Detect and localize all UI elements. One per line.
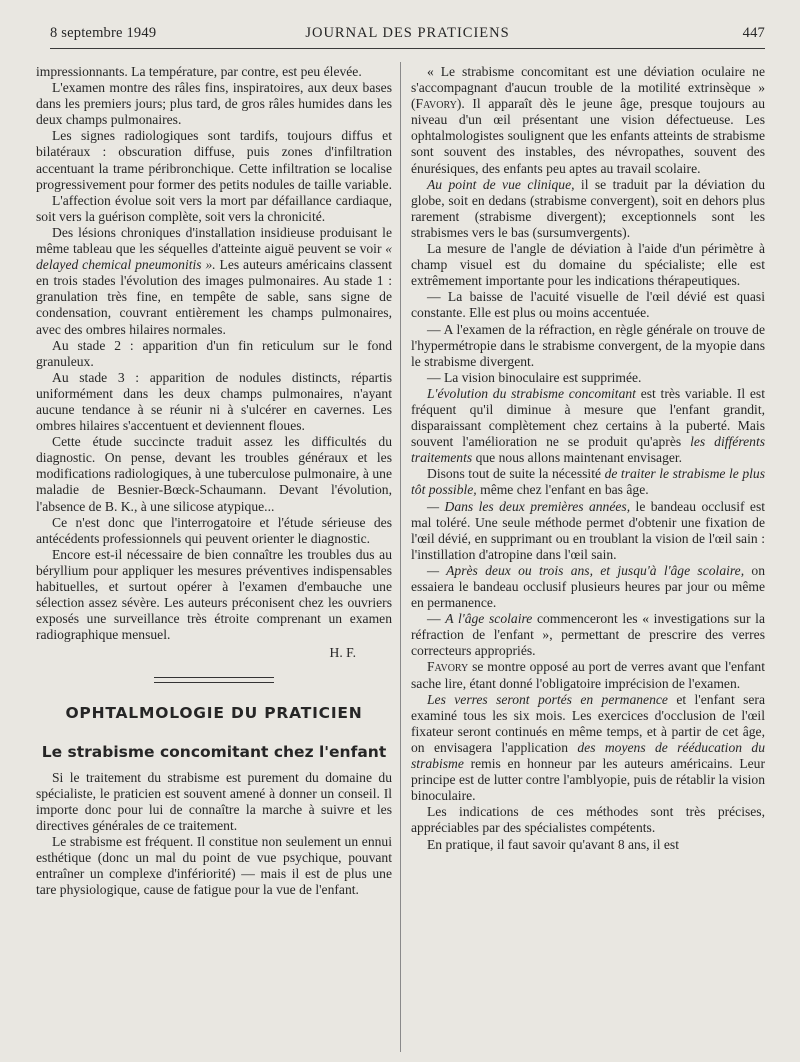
paragraph: — A l'examen de la réfraction, en règle générale on trouve de l'hypermétropie dans le strabisme convergent, de la myopie dans le strabisme divergent. [411, 321, 765, 369]
paragraph: Cette étude succincte traduit assez les difficultés du diagnostic. On pense, devant les troubles généraux et les modifications radiologiques, à une tuberculose pulmonaire, à une maladie de Besnier-Bœck-Schaumann. Devant l'évolution, l'absence de B. K., à une silicose atypique... [36, 434, 392, 514]
issue-date: 8 septembre 1949 [50, 25, 157, 41]
italic-phrase: de traiter le strabisme le plus tôt possible, [411, 466, 766, 498]
author-signature: H. F. [329, 645, 356, 661]
text-run: commenceront les « investigations sur la réfraction de l'enfant », permettant de prescrire des verres correcteurs appropriés. [411, 611, 765, 659]
column-divider [400, 62, 401, 1052]
paragraph: La mesure de l'angle de déviation à l'aide d'un périmètre à champ visuel est du domaine du spécialiste; elle est extrêmement importante pour les indications thérapeutiques. [411, 241, 765, 289]
page-header [50, 22, 765, 49]
text-run: « Le strabisme concomitant est une déviation oculaire ne s'accompagnant d'aucun trouble de la motilité extrinsèque » ( [411, 64, 765, 112]
italic-phrase: les différents traitements [411, 434, 766, 466]
right-column [411, 64, 765, 1062]
paragraph: Le strabisme est fréquent. Il constitue non seulement un ennui esthétique (donc un mal du point de vue psychique, pouvant entraîner un complexe d'infériorité) — mais il est de plus une tare physiologique, cause de fatigue pour la vue de l'enfant. [36, 834, 392, 898]
paragraph [411, 611, 765, 659]
paragraph [411, 386, 765, 466]
paragraph: Les signes radiologiques sont tardifs, toujours diffus et bilatéraux : obscuration diffuse, puis zones d'infiltration accentuant la trame péribronchique. Cette infiltration se localise progressivement pour former des petits nodules de taille variable. [36, 128, 392, 192]
section-title: OPHTALMOLOGIE DU PRATICIEN [65, 704, 363, 723]
paragraph [411, 692, 765, 805]
author-name: Favory [427, 659, 469, 675]
text-run: Des lésions chroniques d'installation insidieuse produisant le même tableau que les séquelles d'atteinte aiguë peuvent se voir [36, 224, 392, 257]
text-run: remis en honneur par les auteurs américains. Leur principe est de lutter contre l'amblyopie, puis de rétablir la vision binoculaire. [411, 756, 765, 804]
section-separator [154, 677, 274, 683]
text-run: ). Il apparaît dès le jeune âge, presque toujours au niveau d'un œil présentant une vision défectueuse. Les ophtalmologistes soulignent que les enfants atteints de strabisme sont souvent des instables, des névropathes, souvent des énurésiques, des enfants peu aptes au travail scolaire. [411, 96, 765, 176]
paragraph [411, 64, 765, 177]
journal-title: JOURNAL DES PRATICIENS [305, 25, 510, 41]
paragraph: — La baisse de l'acuité visuelle de l'œil dévié est quasi constante. Elle est plus ou moins accentuée. [411, 289, 765, 321]
italic-phrase: — Après deux ou trois ans, et jusqu'à l'âge scolaire, [427, 562, 745, 578]
paragraph: En pratique, il faut savoir qu'avant 8 ans, il est [427, 836, 679, 852]
paragraph: Si le traitement du strabisme est purement du domaine du spécialiste, le praticien est souvent amené à donner un conseil. Il importe donc pour lui de connaître la marche à suivre et les directives générales de ce traitement. [36, 769, 392, 833]
text-run: Les auteurs américains classent en trois stades l'évolution des images pulmonaires. Au stade 1 : granulation très fine, en tempête de sable, sans signe de condensation, couvrant entièrement les champs pulmonaires, avec des ombres hilaires normales. [36, 257, 392, 337]
text-run: et l'enfant sera examiné tous les six mois. Les exercices d'occlusion de l'œil fixateur seront continués en même temps, et à partir de cet âge, on envisagera l'application [411, 691, 765, 755]
italic-phrase: des moyens de rééducation du strabisme [411, 739, 765, 772]
italic-phrase: — Dans les deux premières années, [427, 498, 631, 514]
paragraph: Encore est-il nécessaire de bien connaître les troubles dus au béryllium pour appliquer les mesures préventives indispensables habituelles, et surtout opérer à l'examen d'embauche une sélection assez sévère. Les auteurs préconisent chez les ouvriers exposés une surveillance très étroite comprenant un examen radiographique mensuel. [36, 546, 392, 643]
paragraph: impressionnants. La température, par contre, est peu élevée. [36, 64, 362, 79]
text-run: que nous allons maintenant envisager. [472, 450, 683, 466]
article-title: Le strabisme concomitant chez l'enfant [41, 742, 387, 761]
paragraph: Au stade 2 : apparition d'un fin reticulum sur le fond granuleux. [36, 337, 392, 369]
text-run: on essaiera le bandeau occlusif plusieurs heures par jour ou même en permanence. [411, 562, 765, 611]
paragraph [411, 466, 765, 498]
page-number: 447 [742, 25, 765, 41]
paragraph: L'affection évolue soit vers la mort par défaillance cardiaque, soit vers la guérison complète, soit vers la chronicité. [36, 192, 392, 224]
paragraph: L'examen montre des râles fins, inspiratoires, aux deux bases dans les premiers jours; plus tard, de gros râles humides dans les deux champs pulmonaires. [36, 80, 392, 128]
italic-phrase: Les verres seront portés en permanence [427, 691, 668, 707]
paragraph [411, 499, 765, 563]
paragraph: — La vision binoculaire est supprimée. [427, 369, 642, 385]
left-column [36, 64, 392, 1062]
paragraph: Au stade 3 : apparition de nodules distincts, répartis uniformément dans les deux champs pulmonaires, n'ayant aucune tendance à se réunir ni à s'ulcérer en cavernes. Les ombres hilaires s'accentuent et deviennent floues. [36, 369, 392, 434]
italic-term: « delayed chemical pneumonitis ». [36, 241, 393, 273]
paragraph: Ce n'est donc que l'interrogatoire et l'étude sérieuse des antécédents professionnels qui peuvent orienter le diagnostic. [36, 514, 392, 546]
text-run: est très variable. Il est fréquent qu'il diminue à mesure que l'enfant grandit, disparaissant complètement chez certains à la puberté. Mais souvent l'amélioration ne se produit qu'après [411, 385, 765, 450]
text-run: le bandeau occlusif est mal toléré. Une seule méthode permet d'obtenir une fixation de l'œil dévié, en supprimant ou en troublant la vision de l'œil sain : l'instillation d'atropine dans l'œil sain. [411, 498, 766, 562]
text-run: — [427, 611, 446, 627]
italic-phrase: L'évolution du strabisme concomitant [427, 385, 636, 401]
paragraph [411, 659, 765, 691]
paragraph [411, 563, 765, 611]
paragraph: Les indications de ces méthodes sont très précises, appréciables par des spécialistes compétents. [411, 804, 765, 836]
author-name: Favory [415, 96, 457, 112]
text-run: Disons tout de suite la nécessité [427, 466, 605, 482]
text-run: se montre opposé au port de verres avant que l'enfant sache lire, étant donné l'obligatoire imprécision de l'examen. [411, 659, 765, 691]
italic-phrase: A l'âge scolaire [445, 611, 533, 627]
paragraph [36, 225, 392, 338]
paragraph [411, 177, 765, 241]
text-run: même chez l'enfant en bas âge. [476, 482, 649, 498]
italic-phrase: Au point de vue clinique, [427, 176, 575, 192]
text-run: il se traduit par la déviation du globe, soit en dedans (strabisme convergent), soit en dehors plus rarement (strabisme divergent); exceptionnels sont les strabismes vers le bas (sursumvergents). [411, 176, 765, 240]
